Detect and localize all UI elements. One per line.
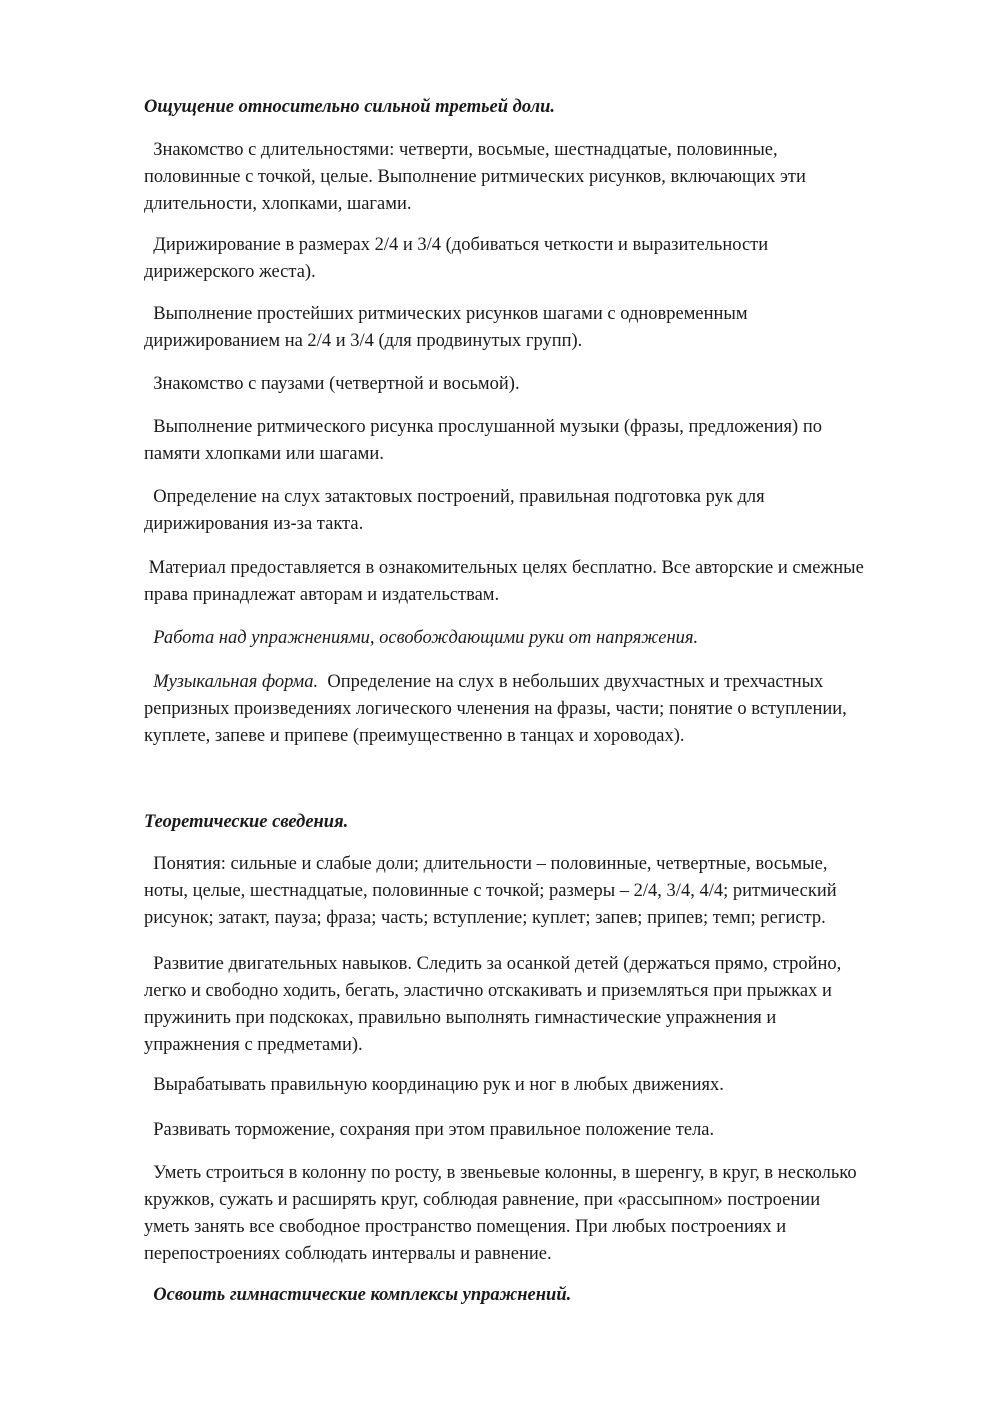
text-line: Развивать торможение, сохраняя при этом правильное положение тела. <box>144 1120 715 1140</box>
heading-text: Теоретические сведения. <box>144 812 349 832</box>
text-line: пружинить при подскоках, правильно выполнять гимнастические упражнения и <box>144 1008 777 1028</box>
text-line: репризных произведениях логического членения на фразы, части; понятие о вступлении, <box>144 699 847 719</box>
paragraph-durations <box>144 137 806 218</box>
section-heading-third-beat <box>144 94 555 121</box>
paragraph-motor-skills <box>144 951 841 1059</box>
paragraph-hand-exercises <box>144 625 698 652</box>
paragraph-musical-form <box>144 669 847 750</box>
text-line: Знакомство с паузами (четвертной и восьмой). <box>144 374 520 394</box>
text-line: Материал предоставляется в ознакомительных целях бесплатно. Все авторские и смежные <box>144 558 864 578</box>
section-heading-gymnastics <box>144 1282 571 1309</box>
text-line: Выполнение простейших ритмических рисунков шагами с одновременным <box>144 304 748 324</box>
text-line: Вырабатывать правильную координацию рук и ног в любых движениях. <box>144 1075 724 1095</box>
paragraph-formations <box>144 1160 857 1268</box>
heading-text: Ощущение относительно сильной третьей доли. <box>144 97 556 117</box>
musical-form-lead: Музыкальная форма. <box>144 672 319 692</box>
section-heading-theory <box>144 809 348 836</box>
paragraph-upbeat <box>144 484 765 538</box>
text-line: дирижерского жеста). <box>144 262 316 282</box>
text-line: Уметь строиться в колонну по росту, в звеньевые колонны, в шеренгу, в круг, в несколько <box>144 1163 857 1183</box>
paragraph-conducting <box>144 232 768 286</box>
text-line: Выполнение ритмического рисунка прослушанной музыки (фразы, предложения) по <box>144 417 822 437</box>
text-line: памяти хлопками или шагами. <box>144 444 384 464</box>
text-line: Знакомство с длительностями: четверти, восьмые, шестнадцатые, половинные, <box>144 140 778 160</box>
paragraph-copyright-notice <box>144 555 864 609</box>
paragraph-pauses <box>144 371 520 398</box>
paragraph-simple-rhythms <box>144 301 748 355</box>
text-line: Определение на слух затактовых построений, правильная подготовка рук для <box>144 487 765 507</box>
text-line: дирижированием на 2/4 и 3/4 (для продвинутых групп). <box>144 331 583 351</box>
text-line: упражнения с предметами). <box>144 1035 363 1055</box>
text-line: кружков, сужать и расширять круг, соблюдая равнение, при «рассыпном» построении <box>144 1190 821 1210</box>
text-line: ноты, целые, шестнадцатые, половинные с точкой; размеры – 2/4, 3/4, 4/4; ритмический <box>144 881 837 901</box>
heading-text: Освоить гимнастические комплексы упражнений. <box>144 1285 572 1305</box>
paragraph-concepts <box>144 851 837 932</box>
text-line: Работа над упражнениями, освобождающими руки от напряжения. <box>144 628 699 648</box>
paragraph-rhythm-memory <box>144 414 822 468</box>
text-line: половинные с точкой, целые. Выполнение ритмических рисунков, включающих эти <box>144 167 806 187</box>
paragraph-braking <box>144 1117 714 1144</box>
text-line: куплете, запеве и припеве (преимущественно в танцах и хороводах). <box>144 726 685 746</box>
text-line: Понятия: сильные и слабые доли; длительности – половинные, четвертные, восьмые, <box>144 854 828 874</box>
text-line: длительности, хлопками, шагами. <box>144 194 412 214</box>
text-line: уметь занять все свободное пространство помещения. При любых построениях и <box>144 1217 787 1237</box>
text-line: Дирижирование в размерах 2/4 и 3/4 (добиваться четкости и выразительности <box>144 235 769 255</box>
paragraph-coordination <box>144 1072 724 1099</box>
text-line: права принадлежат авторам и издательствам. <box>144 585 500 605</box>
text-line: Развитие двигательных навыков. Следить за осанкой детей (держаться прямо, стройно, <box>144 954 842 974</box>
musical-form-text: Определение на слух в небольших двухчастных и трехчастных <box>318 672 824 692</box>
text-line: рисунок; затакт, пауза; фраза; часть; вступление; куплет; запев; припев; темп; регистр. <box>144 908 826 928</box>
text-line: дирижирования из-за такта. <box>144 514 364 534</box>
text-line: перепостроениях соблюдать интервалы и равнение. <box>144 1244 552 1264</box>
text-line: легко и свободно ходить, бегать, эластично отскакивать и приземляться при прыжках и <box>144 981 832 1001</box>
text-line <box>144 669 847 696</box>
